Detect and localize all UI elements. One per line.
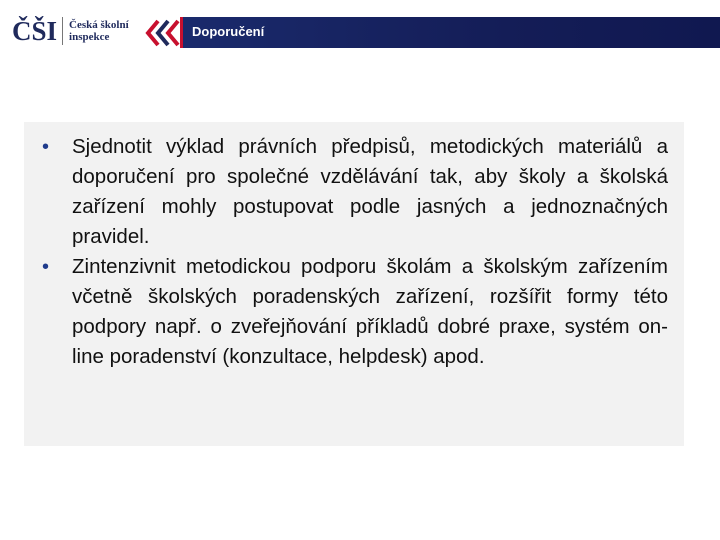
bullet-icon: • [42, 256, 50, 278]
logo-line-1: Česká školní [69, 19, 129, 31]
logo-text [69, 19, 129, 43]
bullet-text: Sjednotit výklad právních předpisů, metodických materiálů a doporučení pro společné vzdělávání tak, aby školy a školská zařízení mohly postupovat podle jasných a jednoznačných pravidel. [72, 135, 668, 248]
content-box [24, 122, 684, 446]
list-item [38, 132, 668, 252]
bullet-text: Zintenzivnit metodickou podporu školám a školským zařízením včetně školských poradenských zařízení, rozšířit formy této podpory např. o zveřejňování příkladů dobré praxe, systém on-line poradenství (konzultace, helpdesk) apod. [72, 255, 668, 368]
slide-title: Doporučení [192, 24, 265, 39]
header [0, 0, 720, 56]
bullet-list [24, 122, 684, 372]
logo-divider [62, 17, 63, 45]
logo-line-2: inspekce [69, 31, 110, 43]
chevron-double-left-icon [142, 17, 182, 49]
logo-mark: ČŠI [12, 15, 58, 46]
csi-logo [12, 14, 129, 48]
bullet-icon: • [42, 136, 50, 158]
list-item [38, 252, 668, 372]
